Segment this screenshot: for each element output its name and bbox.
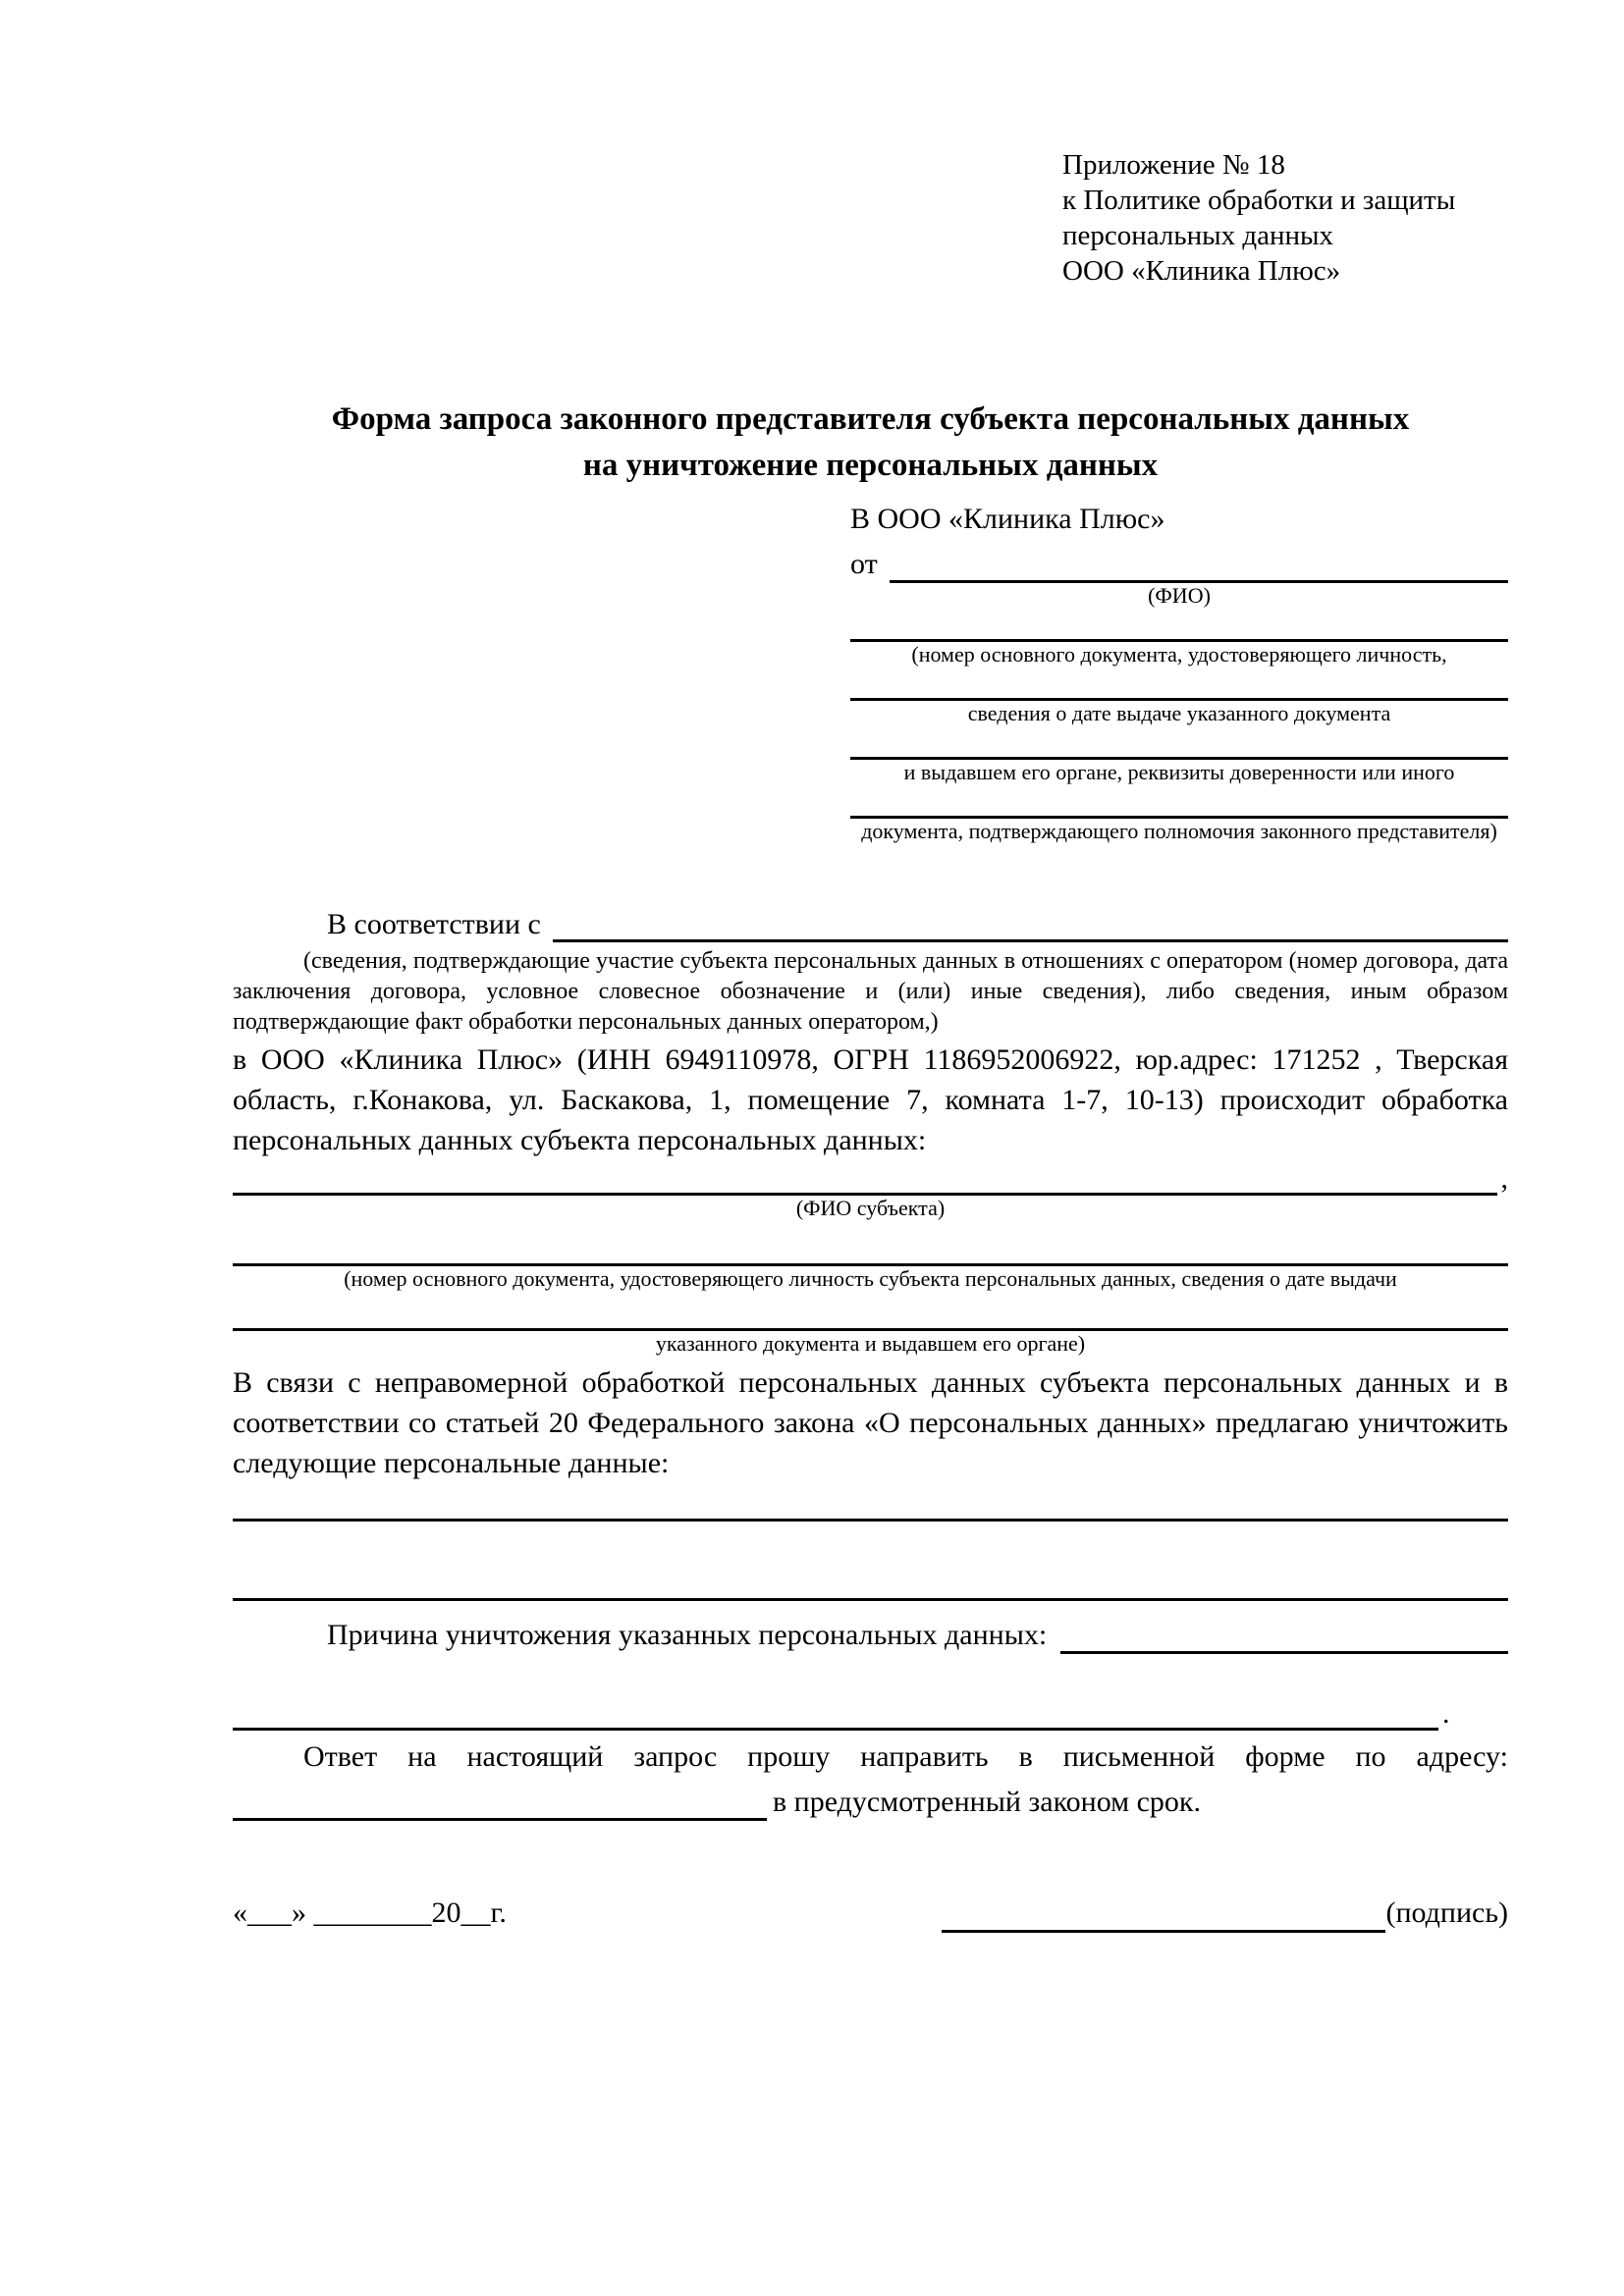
addressee-block xyxy=(850,499,1508,844)
representative-doc-blank xyxy=(850,609,1508,642)
reason-label: Причина уничтожения указанных персональных данных: xyxy=(327,1619,1048,1651)
spacer xyxy=(233,1483,1508,1519)
reply-tail: в предусмотренный законом срок. xyxy=(773,1786,1201,1818)
subject-doc-blank xyxy=(233,1221,1508,1266)
signature-blank xyxy=(942,1894,1385,1933)
reply-sentence: Ответ на настоящий запрос прошу направить в письменной форме по адресу: xyxy=(303,1740,1508,1773)
subject-fio-blank xyxy=(233,1160,1497,1196)
page-content xyxy=(233,0,1508,1933)
signature-area xyxy=(942,1894,1508,1933)
according-row xyxy=(233,901,1508,942)
reason-row xyxy=(233,1611,1508,1654)
document-title-line2: на уничтожение персональных данных xyxy=(582,448,1159,483)
appendix-line: персональных данных xyxy=(1062,220,1334,251)
reply-address-blank xyxy=(233,1784,767,1821)
date-template: «___» ________20__г. xyxy=(233,1896,507,1929)
representative-doc-blank xyxy=(850,785,1508,819)
according-blank xyxy=(553,905,1508,942)
data-to-destroy-blank xyxy=(233,1598,1508,1601)
spacer xyxy=(233,1522,1508,1598)
reason-blank xyxy=(1060,1617,1508,1654)
reply-address-row xyxy=(233,1778,1508,1821)
representative-doc-blank xyxy=(850,667,1508,701)
reason-continuation-blank xyxy=(233,1695,1438,1731)
representative-doc-caption: и выдавшем его органе, реквизиты доверенности или иного xyxy=(903,760,1455,784)
subject-doc-caption-line1: (номер основного документа, удостоверяющего личность субъекта персональных данных, сведения о дате выдачи xyxy=(344,1266,1397,1291)
from-row xyxy=(850,540,1508,583)
subject-fio-row xyxy=(233,1160,1508,1196)
from-name-blank xyxy=(890,546,1508,583)
subject-fio-caption: (ФИО субъекта) xyxy=(795,1196,946,1220)
request-paragraph: В связи с неправомерной обработкой персональных данных субъекта персональных данных и в соответствии со статьей 20 Федерального закона «О персональных данных» предлагаю уничтожить следующие персональные данные: xyxy=(233,1366,1508,1479)
fio-caption: (ФИО) xyxy=(1148,583,1211,608)
representative-doc-caption: документа, подтверждающего полномочия законного представителя) xyxy=(861,819,1497,843)
trailing-comma: , xyxy=(1500,1162,1508,1195)
addressee-organization: В ООО «Клиника Плюс» xyxy=(850,503,1165,535)
appendix-block xyxy=(1062,147,1508,289)
reason-continuation-row xyxy=(233,1691,1508,1731)
trailing-period: . xyxy=(1442,1697,1450,1730)
from-label: от xyxy=(850,548,878,580)
according-note: (сведения, подтверждающие участие субъекта персональных данных в отношениях с оператором (номер договора, дата заключения договора, условное словесное обозначение и (или) иные сведения), либо сведения, иным образом подтверждающие факт обработки персональных данных оператором,) xyxy=(233,948,1508,1035)
representative-doc-caption: сведения о дате выдаче указанного документа xyxy=(967,701,1391,725)
representative-doc-blank xyxy=(850,726,1508,760)
operator-paragraph: в ООО «Клиника Плюс» (ИНН 6949110978, ОГРН 1186952006922, юр.адрес: 171252 , Тверская область, г.Конакова, ул. Баскакова, 1, помещение 7, комната 1-7, 10-13) происходит обработка персональных данных субъекта персональных данных: xyxy=(233,1043,1508,1156)
subject-doc-blank xyxy=(233,1292,1508,1331)
document-title xyxy=(233,397,1508,489)
according-lead: В соответствии с xyxy=(327,908,541,940)
appendix-line: ООО «Клиника Плюс» xyxy=(1062,255,1341,287)
appendix-line: Приложение № 18 xyxy=(1062,149,1285,181)
document-title-line1: Форма запроса законного представителя субъекта персональных данных xyxy=(331,401,1410,437)
signature-row xyxy=(233,1888,1508,1933)
signature-caption: (подпись) xyxy=(1385,1896,1508,1929)
representative-doc-caption: (номер основного документа, удостоверяющего личность, xyxy=(911,642,1447,667)
subject-doc-caption-line2: указанного документа и выдавшем его органе) xyxy=(655,1331,1086,1356)
appendix-line: к Политике обработки и защиты xyxy=(1062,185,1456,216)
